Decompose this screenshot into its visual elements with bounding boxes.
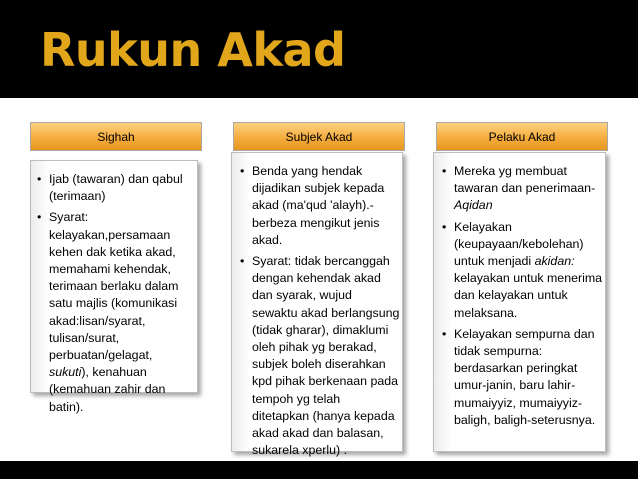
italic-term: sukuti <box>49 365 82 380</box>
bullet-dot-icon: • <box>442 219 447 234</box>
bullet-item <box>240 253 400 459</box>
bullet-text: kelayakan untuk menerima dan kelayakan untuk melaksana. <box>454 271 603 320</box>
panel-subjek-akad <box>231 152 403 458</box>
bullet-text: Kelayakan sempurna dan tidak sempurna: berdasarkan peringkat umur-janin, baru lahir-mumaiyyiz, mumaiyyiz-baligh, baligh-seterusnya. <box>454 326 596 427</box>
panel-pelaku-akad <box>433 152 606 452</box>
bullet-item <box>37 171 195 205</box>
bullet-text: Kelayakan (keupayaan/kebolehan) untuk menjadi <box>454 219 584 269</box>
panel-sighah <box>30 160 198 414</box>
bullet-text: Syarat: tidak bercanggah dengan kehendak akad dan syarak, wujud sewaktu akad berlangsung (tidak gharar), dimaklumi oleh pihak yg berakad, subjek boleh diserahkan kpd pihak berkenaan pada tempoh yg telah ditetapkan (hanya kepada akad akad dan balasan, sukarela xperlu) . <box>252 254 400 458</box>
italic-term: Aqidan <box>454 198 493 213</box>
bullet-text: Benda yang hendak dijadikan subjek kepada akad (ma'qud 'alayh).- berbeza mengikut jenis akad. <box>252 164 385 247</box>
bullet-dot-icon: • <box>442 326 447 341</box>
bullet-dot-icon: • <box>442 164 447 178</box>
bullet-text: ), kenahuan (kemahuan zahir dan batin). <box>49 365 166 414</box>
footer-band <box>0 461 638 479</box>
bullet-text: Mereka yg membuat tawaran dan penerimaan- <box>454 164 596 196</box>
bullet-item <box>442 163 603 215</box>
slide-title: Rukun Akad <box>40 23 346 77</box>
panel-list <box>240 163 400 459</box>
italic-term: akidan: <box>534 254 575 269</box>
panel-list <box>37 171 195 416</box>
bullet-item <box>442 219 603 322</box>
column-header-pelaku-akad: Pelaku Akad <box>436 122 608 151</box>
bullet-item <box>240 163 400 249</box>
bullet-item <box>37 209 195 415</box>
bullet-text: Syarat: kelayakan,persamaan kehen dak ketika akad, memahami kehendak, terimaan berlaku dalam satu majlis (komunikasi akad:lisan/syarat, tulisan/surat, perbuatan/gelagat, <box>49 210 179 363</box>
title-band <box>0 0 638 98</box>
bullet-dot-icon: • <box>240 254 245 269</box>
bullet-dot-icon: • <box>37 172 42 186</box>
bullet-dot-icon: • <box>37 210 42 225</box>
bullet-dot-icon: • <box>240 164 245 178</box>
panel-list <box>442 163 603 429</box>
bullet-item <box>442 326 603 429</box>
column-header-subjek-akad: Subjek Akad <box>233 122 405 151</box>
bullet-text: Ijab (tawaran) dan qabul (terimaan) <box>49 172 183 204</box>
column-header-sighah: Sighah <box>30 122 202 151</box>
